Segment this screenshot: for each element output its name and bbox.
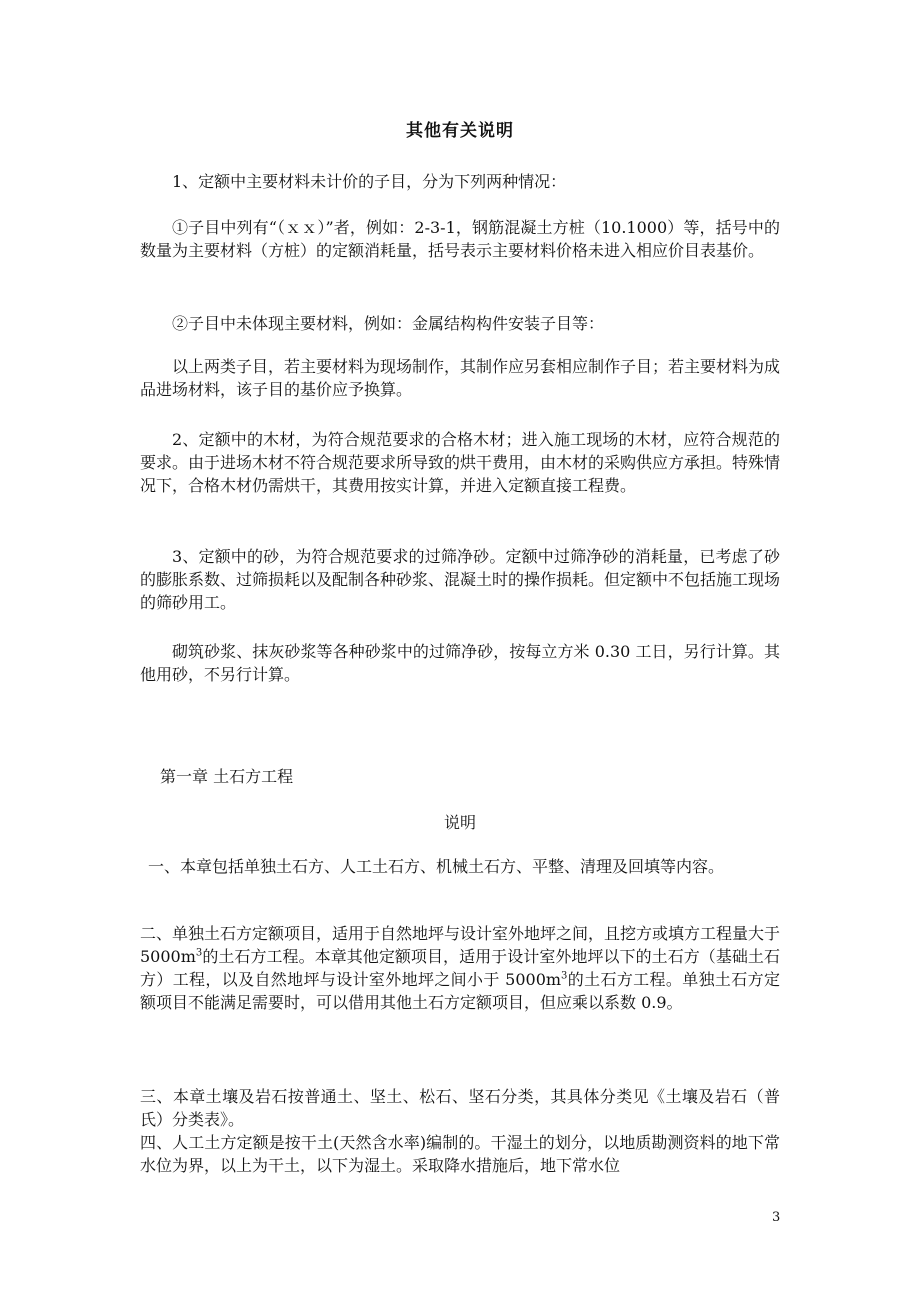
superscript-3: 3	[561, 970, 568, 982]
paragraph-6: 3、定额中的砂，为符合规范要求的过筛净砂。定额中过筛净砂的消耗量，已考虑了砂的膨胀系数、过筛损耗以及配制各种砂浆、混凝土时的操作损耗。但定额中不包括施工现场的筛砂用工。	[140, 547, 781, 612]
chapter-paragraph-2-part-c: 的土石方工程。单独土石方定额项目不能满足需要时，可以借用其他土石方定额项目，但应乘以系数 0.9。	[140, 970, 780, 1012]
paragraph-7: 砌筑砂浆、抹灰砂浆等各种砂浆中的过筛净砂，按每立方米 0.30 工日，另行计算。其他用砂，不另行计算。	[140, 642, 780, 684]
paragraph-2: ①子目中列有“（ｘｘ）”者，例如：2-3-1，钢筋混凝土方桩（10.1000）等，括号中的数量为主要材料（方桩）的定额消耗量，括号表示主要材料价格未进入相应价目表基价。	[140, 218, 780, 260]
chapter-paragraph-2-part-b: 的土石方工程。本章其他定额项目，适用于设计室外地坪以下的土石方（基础土石方）工程，以及自然地坪与设计室外地坪之间小于 5000m	[140, 947, 780, 989]
chapter-paragraph-1: 一、本章包括单独土石方、人工土石方、机械土石方、平整、清理及回填等内容。	[148, 857, 725, 876]
paragraph-4: 以上两类子目，若主要材料为现场制作，其制作应另套相应制作子目；若主要材料为成品进场材料，该子目的基价应予换算。	[140, 357, 781, 399]
paragraph-3: ②子目中未体现主要材料，例如：金属结构构件安装子目等：	[172, 314, 605, 333]
page-number: 3	[772, 1210, 781, 1225]
section-title: 其他有关说明	[406, 121, 514, 141]
chapter-paragraph-2-part-a: 二、单独土石方定额项目，适用于自然地坪与设计室外地坪之间，且挖方或填方工程量大于 5000m	[140, 924, 781, 966]
chapter-paragraph-3: 三、本章土壤及岩石按普通土、坚土、松石、坚石分类，其具体分类见《土壤及岩石（普氏）分类表》。	[140, 1087, 780, 1129]
superscript-3: 3	[195, 947, 203, 959]
paragraph-1: 1、定额中主要材料未计价的子目，分为下列两种情况：	[172, 172, 567, 191]
chapter-paragraph-4: 四、人工土方定额是按干土(天然含水率)编制的。干湿土的划分，以地质勘测资料的地下常水位为界，以上为干土，以下为湿土。采取降水措施后，地下常水位	[140, 1133, 780, 1175]
chapter-subtitle: 说明	[443, 813, 476, 832]
chapter-paragraph-2	[140, 922, 780, 1014]
chapter-title: 第一章 土石方工程	[160, 767, 294, 786]
paragraph-5: 2、定额中的木材，为符合规范要求的合格木材；进入施工现场的木材，应符合规范的要求。由于进场木材不符合规范要求所导致的烘干费用，由木材的采购供应方承担。特殊情况下，合格木材仍需烘干，其费用按实计算，并进入定额直接工程费。	[140, 430, 781, 495]
